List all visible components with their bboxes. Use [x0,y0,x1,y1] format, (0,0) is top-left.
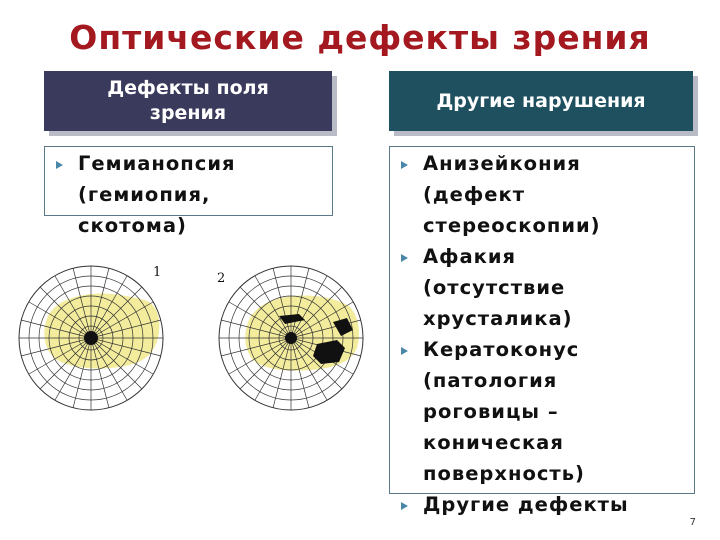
visual-field-svg [15,252,370,417]
visual-field-chart-2 [219,266,363,410]
field-defects-list [44,148,364,241]
header-field-defects-line2: зрения [149,102,227,124]
header-field-defects [44,71,332,131]
list-item [389,241,709,334]
visual-field-diagrams [15,252,370,417]
figure-label-1: 1 [153,265,162,280]
header-field-defects-line1: Дефекты поля [107,77,269,99]
list-item-text: Другие дефекты [423,493,629,516]
other-disorders-list [389,148,709,520]
bullet-arrow-icon [401,502,408,510]
header-other-disorders: Другие нарушения [389,71,693,131]
bullet-arrow-icon [401,254,408,262]
page-number: 7 [689,517,696,528]
list-item [389,489,709,520]
list-item-text: Гемианопсия (гемиопия, скотома) [78,152,236,237]
list-item [44,148,364,241]
bullet-arrow-icon [401,161,408,169]
visual-field-chart-1 [19,266,163,410]
list-item [389,334,709,489]
list-item-text: Афакия (отсутствие хрусталика) [423,245,573,330]
list-item-text: Анизейкония (дефект стереоскопии) [423,152,601,237]
bullet-arrow-icon [56,161,63,169]
figure-label-2: 2 [217,271,226,286]
list-item-text: Кератоконус (патология роговицы – коническая поверхность) [423,338,585,485]
slide-title: Оптические дефекты зрения [69,18,651,57]
list-item [389,148,709,241]
bullet-arrow-icon [401,347,408,355]
